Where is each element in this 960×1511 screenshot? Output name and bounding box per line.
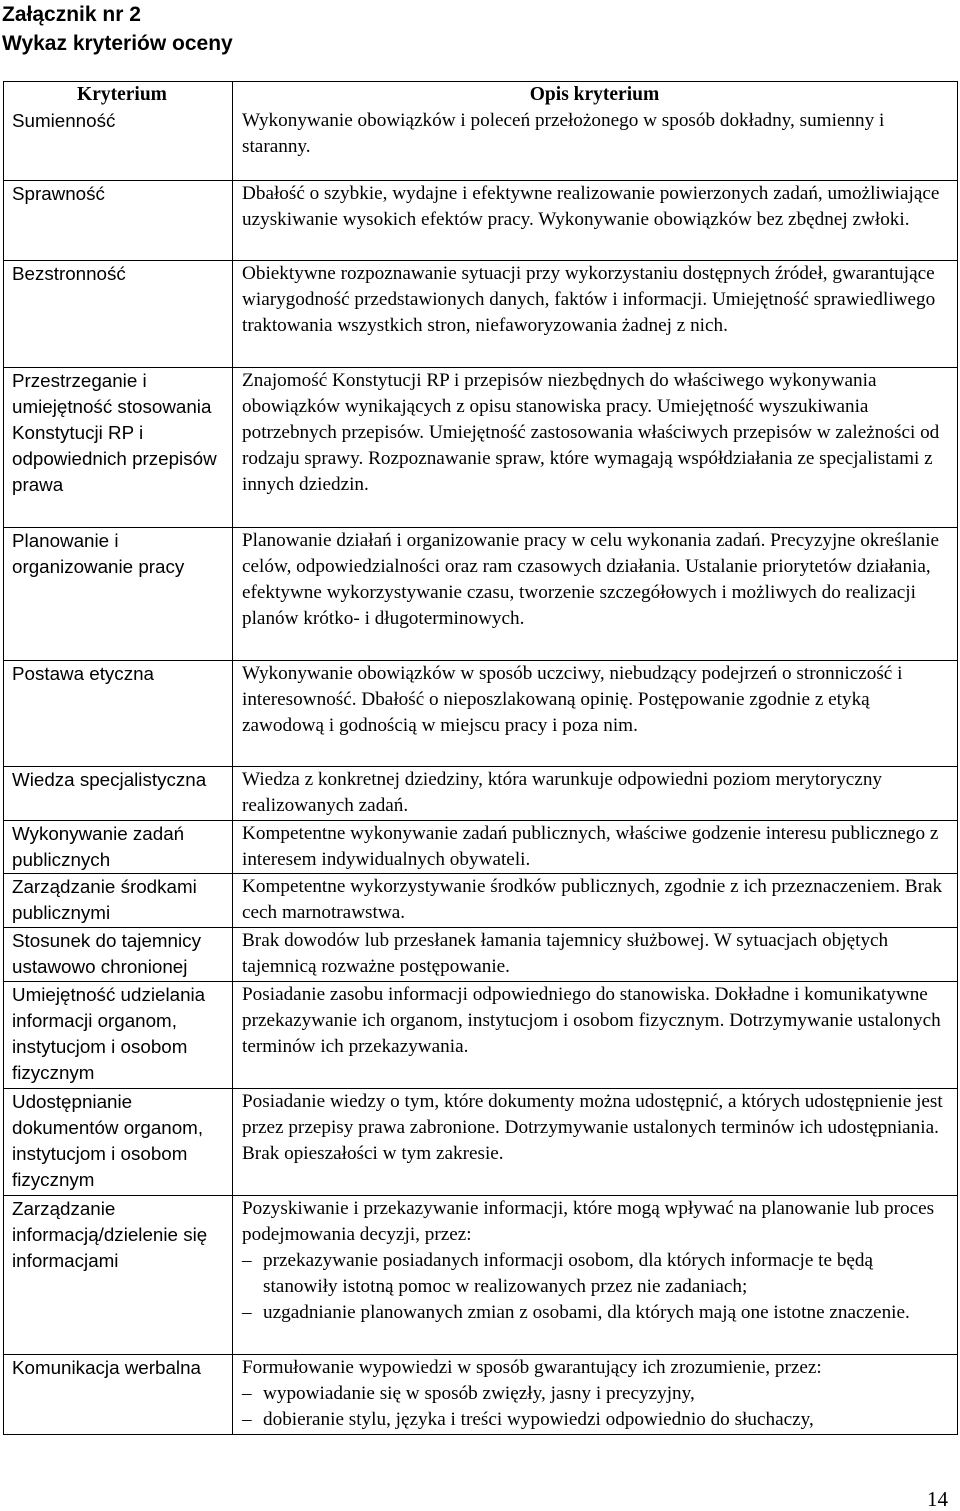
criterion-name: Udostępnianie dokumentów organom, instytucjom i osobom fizycznym (4, 1089, 233, 1195)
criterion-description: Obiektywne rozpoznawanie sytuacji przy wykorzystaniu dostępnych źródeł, gwarantujące wiarygodność przedstawionych danych, faktów i informacji. Umiejętność sprawiedliwego traktowania wszystkich stron, niefaworyzowania żadnej z nich. (233, 261, 958, 367)
criterion-name: Wykonywanie zadań publicznych (4, 820, 233, 874)
table-row (4, 874, 958, 928)
description-cell (233, 82, 958, 181)
criterion-description: Formułowanie wypowiedzi w sposób gwarantujący ich zrozumienie, przez: (242, 1356, 822, 1378)
criterion-description: Wiedza z konkretnej dziedziny, która warunkuje odpowiedni poziom merytoryczny realizowanych zadań. (233, 767, 958, 821)
table-row (4, 660, 958, 766)
criterion-description: Dbałość o szybkie, wydajne i efektywne realizowanie powierzonych zadań, umożliwiające uzyskiwanie wysokich efektów pracy. Wykonywanie obowiązków bez zbędnej zwłoki. (233, 181, 958, 261)
criterion-description: Pozyskiwanie i przekazywanie informacji, które mogą wpływać na planowanie lub proces podejmowania decyzji, przez: (242, 1197, 935, 1245)
attachment-label: Załącznik nr 2 (2, 3, 141, 26)
table-row (4, 1089, 958, 1195)
list-item: – przekazywanie posiadanych informacji osobom, dla których informacje te będą stanowiły istotną pomoc w realizowanych przez nie zadaniach; (242, 1248, 947, 1300)
criterion-name: Stosunek do tajemnicy ustawowo chronionej (4, 928, 233, 982)
criterion-description: Posiadanie wiedzy o tym, które dokumenty można udostępnić, a których udostępnienie jest przez przepisy prawa zabronione. Dotrzymywanie ustalonych terminów ich udostępniania. Brak opieszałości w tym zakresie. (233, 1089, 958, 1195)
dash-list (242, 1381, 947, 1433)
criterion-cell (4, 82, 233, 181)
table-row (4, 527, 958, 660)
criterion-description: Wykonywanie obowiązków i poleceń przełożonego w sposób dokładny, sumienny i staranny. (242, 110, 885, 157)
column-header-description: Opis kryterium (529, 84, 660, 105)
criterion-name: Postawa etyczna (4, 660, 233, 766)
document-title: Wykaz kryteriów oceny (2, 32, 233, 55)
criterion-name: Zarządzanie środkami publicznymi (4, 874, 233, 928)
criterion-name: Bezstronność (4, 261, 233, 367)
criterion-name: Zarządzanie informacją/dzielenie się informacjami (4, 1195, 233, 1354)
description-cell (233, 1195, 958, 1354)
criterion-name: Umiejętność udzielania informacji organom, instytucjom i osobom fizycznym (4, 981, 233, 1088)
criterion-description: Brak dowodów lub przesłanek łamania tajemnicy służbowej. W sytuacjach objętych tajemnicą rozważne postępowanie. (233, 928, 958, 982)
table-row (4, 928, 958, 982)
criterion-description: Planowanie działań i organizowanie pracy w celu wykonania zadań. Precyzyjne określanie celów, odpowiedzialności oraz ram czasowych działania. Ustalanie priorytetów działania, efektywne wykorzystywanie czasu, tworzenie szczegółowych i możliwych do realizacji planów krótko- i długoterminowych. (233, 527, 958, 660)
table-row (4, 82, 958, 181)
criterion-description: Posiadanie zasobu informacji odpowiedniego do stanowiska. Dokładne i komunikatywne przekazywanie ich organom, instytucjom i osobom fizycznym. Dotrzymywanie ustalonych terminów ich przekazywania. (233, 981, 958, 1088)
table-row (4, 767, 958, 821)
document-header (2, 0, 233, 58)
list-item: – dobieranie stylu, języka i treści wypowiedzi odpowiednio do słuchaczy, (242, 1407, 947, 1433)
description-cell (233, 1354, 958, 1434)
dash-list (242, 1248, 947, 1326)
table-row (4, 1354, 958, 1434)
list-item: – wypowiadanie się w sposób zwięzły, jasny i precyzyjny, (242, 1381, 947, 1407)
list-item: – uzgadnianie planowanych zmian z osobami, dla których mają one istotne znaczenie. (242, 1300, 947, 1326)
table-row (4, 261, 958, 367)
table-row (4, 981, 958, 1088)
criterion-name: Komunikacja werbalna (4, 1354, 233, 1434)
table-row (4, 367, 958, 527)
criterion-name: Przestrzeganie i umiejętność stosowania Konstytucji RP i odpowiednich przepisów prawa (4, 367, 233, 527)
table-row (4, 820, 958, 874)
criteria-table (3, 81, 958, 1435)
criterion-description: Znajomość Konstytucji RP i przepisów niezbędnych do właściwego wykonywania obowiązków wynikających z opisu stanowiska pracy. Umiejętność wyszukiwania potrzebnych przepisów. Umiejętność zastosowania właściwych przepisów w zależności od rodzaju sprawy. Rozpoznawanie spraw, które wymagają współdziałania ze specjalistami z innych dziedzin. (233, 367, 958, 527)
criterion-description: Kompetentne wykorzystywanie środków publicznych, zgodnie z ich przeznaczeniem. Brak cech marnotrawstwa. (233, 874, 958, 928)
table-row (4, 1195, 958, 1354)
criterion-description: Kompetentne wykonywanie zadań publicznych, właściwe godzenie interesu publicznego z interesem indywidualnych obywateli. (233, 820, 958, 874)
criterion-description: Wykonywanie obowiązków w sposób uczciwy, niebudzący podejrzeń o stronniczość i interesowność. Dbałość o nieposzlakowaną opinię. Postępowanie zgodnie z etyką zawodową i godnością w miejscu pracy i poza nim. (233, 660, 958, 766)
criterion-name: Planowanie i organizowanie pracy (4, 527, 233, 660)
column-header-criterion: Kryterium (77, 84, 167, 105)
table-row (4, 181, 958, 261)
criterion-name: Sprawność (4, 181, 233, 261)
criterion-name: Wiedza specjalistyczna (4, 767, 233, 821)
page-number: 14 (927, 1487, 948, 1511)
criterion-name: Sumienność (12, 110, 116, 131)
